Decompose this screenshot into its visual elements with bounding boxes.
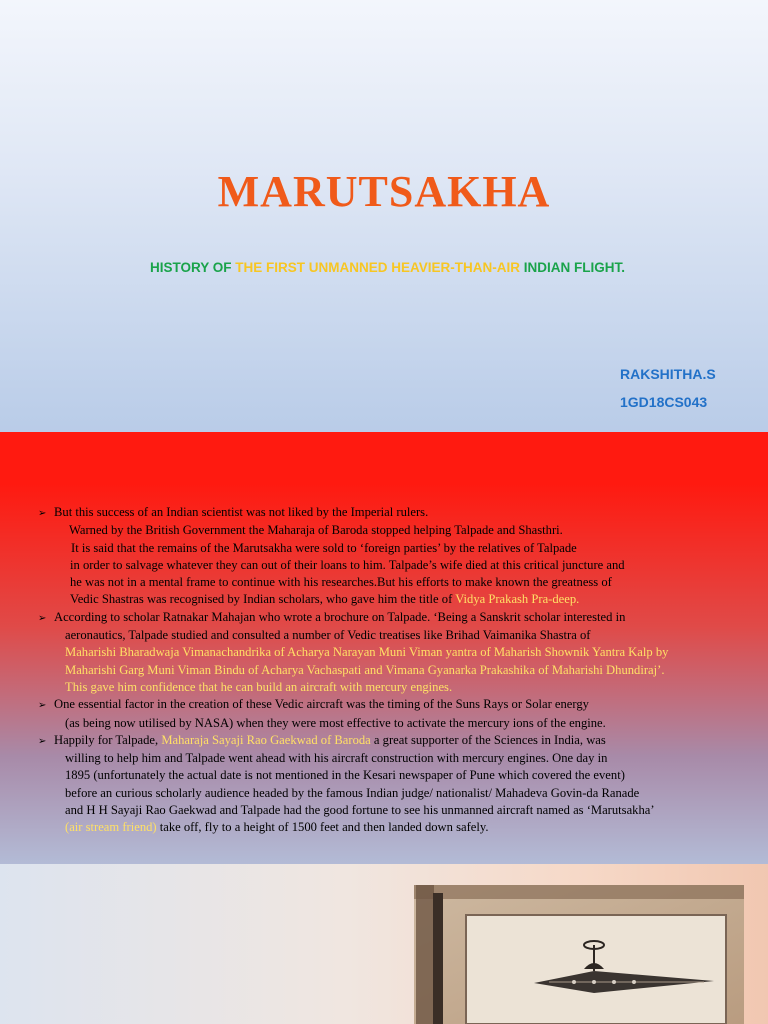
- author-name: RAKSHITHA.S: [620, 366, 716, 382]
- author-usn: 1GD18CS043: [620, 394, 708, 410]
- paragraph-line: Warned by the British Government the Maharaja of Baroda stopped helping Talpade and Shasthri.: [69, 523, 563, 538]
- paragraph-line: ➢ One essential factor in the creation of these Vedic aircraft was the timing of the Suns Rays or Solar energy: [38, 696, 763, 714]
- subtitle-part-first-flight: THE FIRST UNMANNED HEAVIER-THAN-AIR: [235, 260, 521, 275]
- slide-subtitle: [150, 260, 625, 275]
- aircraft-sketch-image: [414, 885, 744, 1024]
- title-slide: [0, 0, 768, 432]
- maharaja-highlight: Maharaja Sayaji Rao Gaekwad of Baroda: [161, 732, 371, 747]
- paragraph-line: This gave him confidence that he can build an aircraft with mercury engines.: [65, 679, 453, 694]
- paragraph-line: 1895 (unfortunately the actual date is not mentioned in the Kesari newspaper of Pune which covered the event): [65, 768, 625, 783]
- bullet-arrow-icon: ➢: [38, 612, 47, 624]
- paragraph-line: ➢ But this success of an Indian scientist was not liked by the Imperial rulers.: [38, 504, 763, 522]
- paragraph-line: Maharishi Bharadwaja Vimanachandrika of Acharya Narayan Muni Viman yantra of Maharish Shownik Yantra Kalp by: [65, 645, 669, 660]
- paragraph-line: he was not in a mental frame to continue with his researches.But his efforts to make known the greatness of: [70, 575, 612, 590]
- paragraph-line: ➢ According to scholar Ratnakar Mahajan who wrote a brochure on Talpade. ‘Being a Sanskrit scholar interested in: [38, 609, 763, 627]
- paragraph-line: willing to help him and Talpade went ahead with his aircraft construction with mercury engines. One day in: [65, 751, 608, 766]
- subtitle-part-indian-flight: INDIAN FLIGHT.: [520, 260, 626, 275]
- bullet-arrow-icon: ➢: [38, 508, 47, 519]
- paragraph-line: ➢ Happily for Talpade, Maharaja Sayaji Rao Gaekwad of Baroda a great supporter of the Sciences in India, was: [38, 732, 763, 750]
- paragraph-line: before an curious scholarly audience headed by the famous Indian judge/ nationalist/ Mahadeva Govin-da Ranade: [65, 785, 640, 800]
- paragraph-line: (air stream friend) take off, fly to a height of 1500 feet and then landed down safely.: [65, 820, 489, 835]
- subtitle-part-history: HISTORY OF: [150, 260, 236, 275]
- paragraph-line: Vedic Shastras was recognised by Indian scholars, who gave him the title of Vidya Prakash Pra-deep.: [70, 592, 580, 607]
- paragraph-line: It is said that the remains of the Marutsakha were sold to ‘foreign parties’ by the relatives of Talpade: [71, 540, 577, 555]
- paragraph-line: Maharishi Garg Muni Viman Bindu of Acharya Vachaspati and Vimana Gyanarka Prakashika of Maharishi Dhundiraj’.: [65, 662, 665, 677]
- slide-title: MARUTSAKHA: [217, 167, 551, 216]
- bullet-arrow-icon: ➢: [38, 735, 47, 747]
- paragraph-line: aeronautics, Talpade studied and consulted a number of Vedic treatises like Brihad Vaimanika Shastra of: [65, 628, 591, 643]
- paragraph-line: (as being now utilised by NASA) when they were most effective to activate the mercury ions of the engine.: [65, 715, 606, 730]
- paragraph-line: in order to salvage whatever they can out of their loans to him. Talpade’s wife died at this critical juncture and: [70, 557, 625, 572]
- aircraft-photo: [414, 885, 744, 1024]
- title-highlight: Vidya Prakash Pra-deep.: [455, 592, 580, 607]
- paragraph-line: and H H Sayaji Rao Gaekwad and Talpade had the good fortune to see his unmanned aircraft named as ‘Marutsakha’: [65, 803, 655, 818]
- slide-body-text: [38, 504, 763, 837]
- bullet-arrow-icon: ➢: [38, 700, 47, 712]
- air-stream-friend-highlight: (air stream friend): [65, 820, 157, 835]
